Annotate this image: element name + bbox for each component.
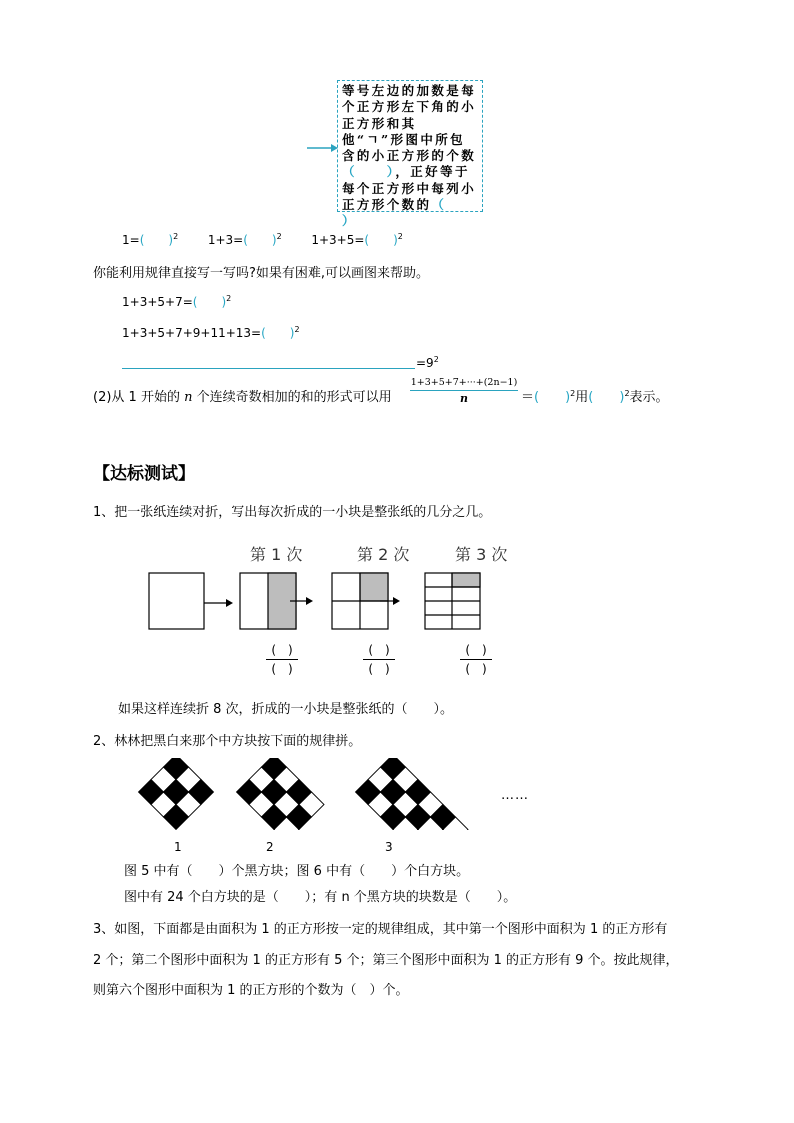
q2-text: 2、林林把黑白来那个中方块按下面的规律拼。 (93, 734, 362, 749)
folded-piece (452, 573, 480, 587)
answer-blank: ( ) (364, 233, 398, 247)
explanation-callout (337, 80, 483, 229)
equation-row-3: 1+3+5+7+9+11+13=( )$^2$ (122, 325, 300, 340)
equation-row-1: 1=( )$^2$ 1+3=( )$^2$ 1+3+5=( )$^2$ (122, 232, 403, 247)
q1-text: 1、把一张纸连续对折，写出每次折成的一小块是整张纸的几分之几。 (93, 505, 492, 520)
figure-label-2: 2 (266, 840, 274, 854)
q2-line1: 图 5 中有（ ）个黑方块；图 6 中有（ ）个白方块。 (124, 864, 470, 879)
q3-line2: 2 个；第二个图形中面积为 1 的正方形有 5 个；第三个图形中面积为 1 的正方形有 9 个。按此规律， (93, 953, 679, 968)
callout-line: 正方形和其他“ㄱ”形 (342, 115, 417, 147)
callout-line: 等号左边的加数是每 (342, 83, 477, 98)
q1-followup: 如果这样连续折 8 次，折成的一小块是整张纸的（ ）。 (118, 702, 454, 717)
answer-blank: （ ） (342, 197, 477, 229)
arrow-icon (306, 597, 313, 605)
continuation-dots: …… (501, 788, 529, 803)
checker-pattern-diagram (135, 758, 555, 830)
answer-blank: ( ) (261, 326, 295, 340)
q3-line3: 则第六个图形中面积为 1 的正方形的个数为（ ）个。 (93, 983, 409, 998)
answer-blank: ( ) (534, 390, 571, 405)
fold-label-2: 第 2 次 (357, 545, 410, 564)
answer-blank: （ ） (342, 164, 396, 180)
part2-text: (2)从 1 开始的 n 个连续奇数相加的和的形式可以用 (93, 390, 392, 405)
fraction-blank: ( ) ( ) (460, 641, 492, 677)
answer-blank: ( ) (588, 390, 625, 405)
answer-line (122, 368, 415, 369)
figure-label-1: 1 (174, 840, 182, 854)
answer-blank: ( ) (139, 233, 174, 247)
fraction-blank: ( ) ( ) (363, 641, 395, 677)
fold-label-3: 第 3 次 (455, 545, 508, 564)
answer-blank: ( ) (192, 295, 227, 309)
paper-fold-diagram (140, 565, 500, 637)
q2-line2: 图中有 24 个白方块的是（ ）；有 n 个黑方块的块数是（ ）。 (124, 890, 517, 905)
sum-fraction (410, 377, 518, 405)
callout-line: 每列小正方形个数的 (342, 180, 477, 213)
equation-row-2: 1+3+5+7=( )$^2$ (122, 294, 232, 309)
figure-label-3: 3 (385, 840, 393, 854)
callout-line: 图中所包含的小正方 (342, 131, 466, 164)
fraction-denominator: n (460, 392, 468, 405)
fraction-numerator: 1+3+5+7+···+(2n−1) (410, 377, 518, 391)
equation-row-4: $=9^2$ (416, 355, 439, 370)
callout-line: 个正方形左下角的小 (342, 99, 477, 115)
section-title: 【达标测试】 (93, 464, 195, 484)
arrow-right-icon (305, 141, 339, 155)
answer-blank: ( ) (243, 233, 277, 247)
question-text: 你能利用规律直接写一写吗?如果有困难,可以画图来帮助。 (93, 266, 430, 281)
arrow-icon (226, 599, 233, 607)
arrow-icon (393, 597, 400, 605)
q3-line1: 3、如图，下面都是由面积为 1 的正方形按一定的规律组成，其中第一个图形中面积为 1 的正方形有 (93, 922, 668, 937)
fold-label-1: 第 1 次 (250, 545, 303, 564)
part2-tail: ＝( )$^2$用( )$^2$表示。 (521, 389, 669, 405)
fraction-blank: ( ) ( ) (266, 641, 298, 677)
callout-line: 形的个数 (416, 148, 477, 164)
callout-line: 好等于每个正方形中 (342, 164, 470, 196)
folded-piece (360, 573, 388, 601)
paper-square (149, 573, 204, 629)
callout-line: ，正 (395, 164, 426, 180)
